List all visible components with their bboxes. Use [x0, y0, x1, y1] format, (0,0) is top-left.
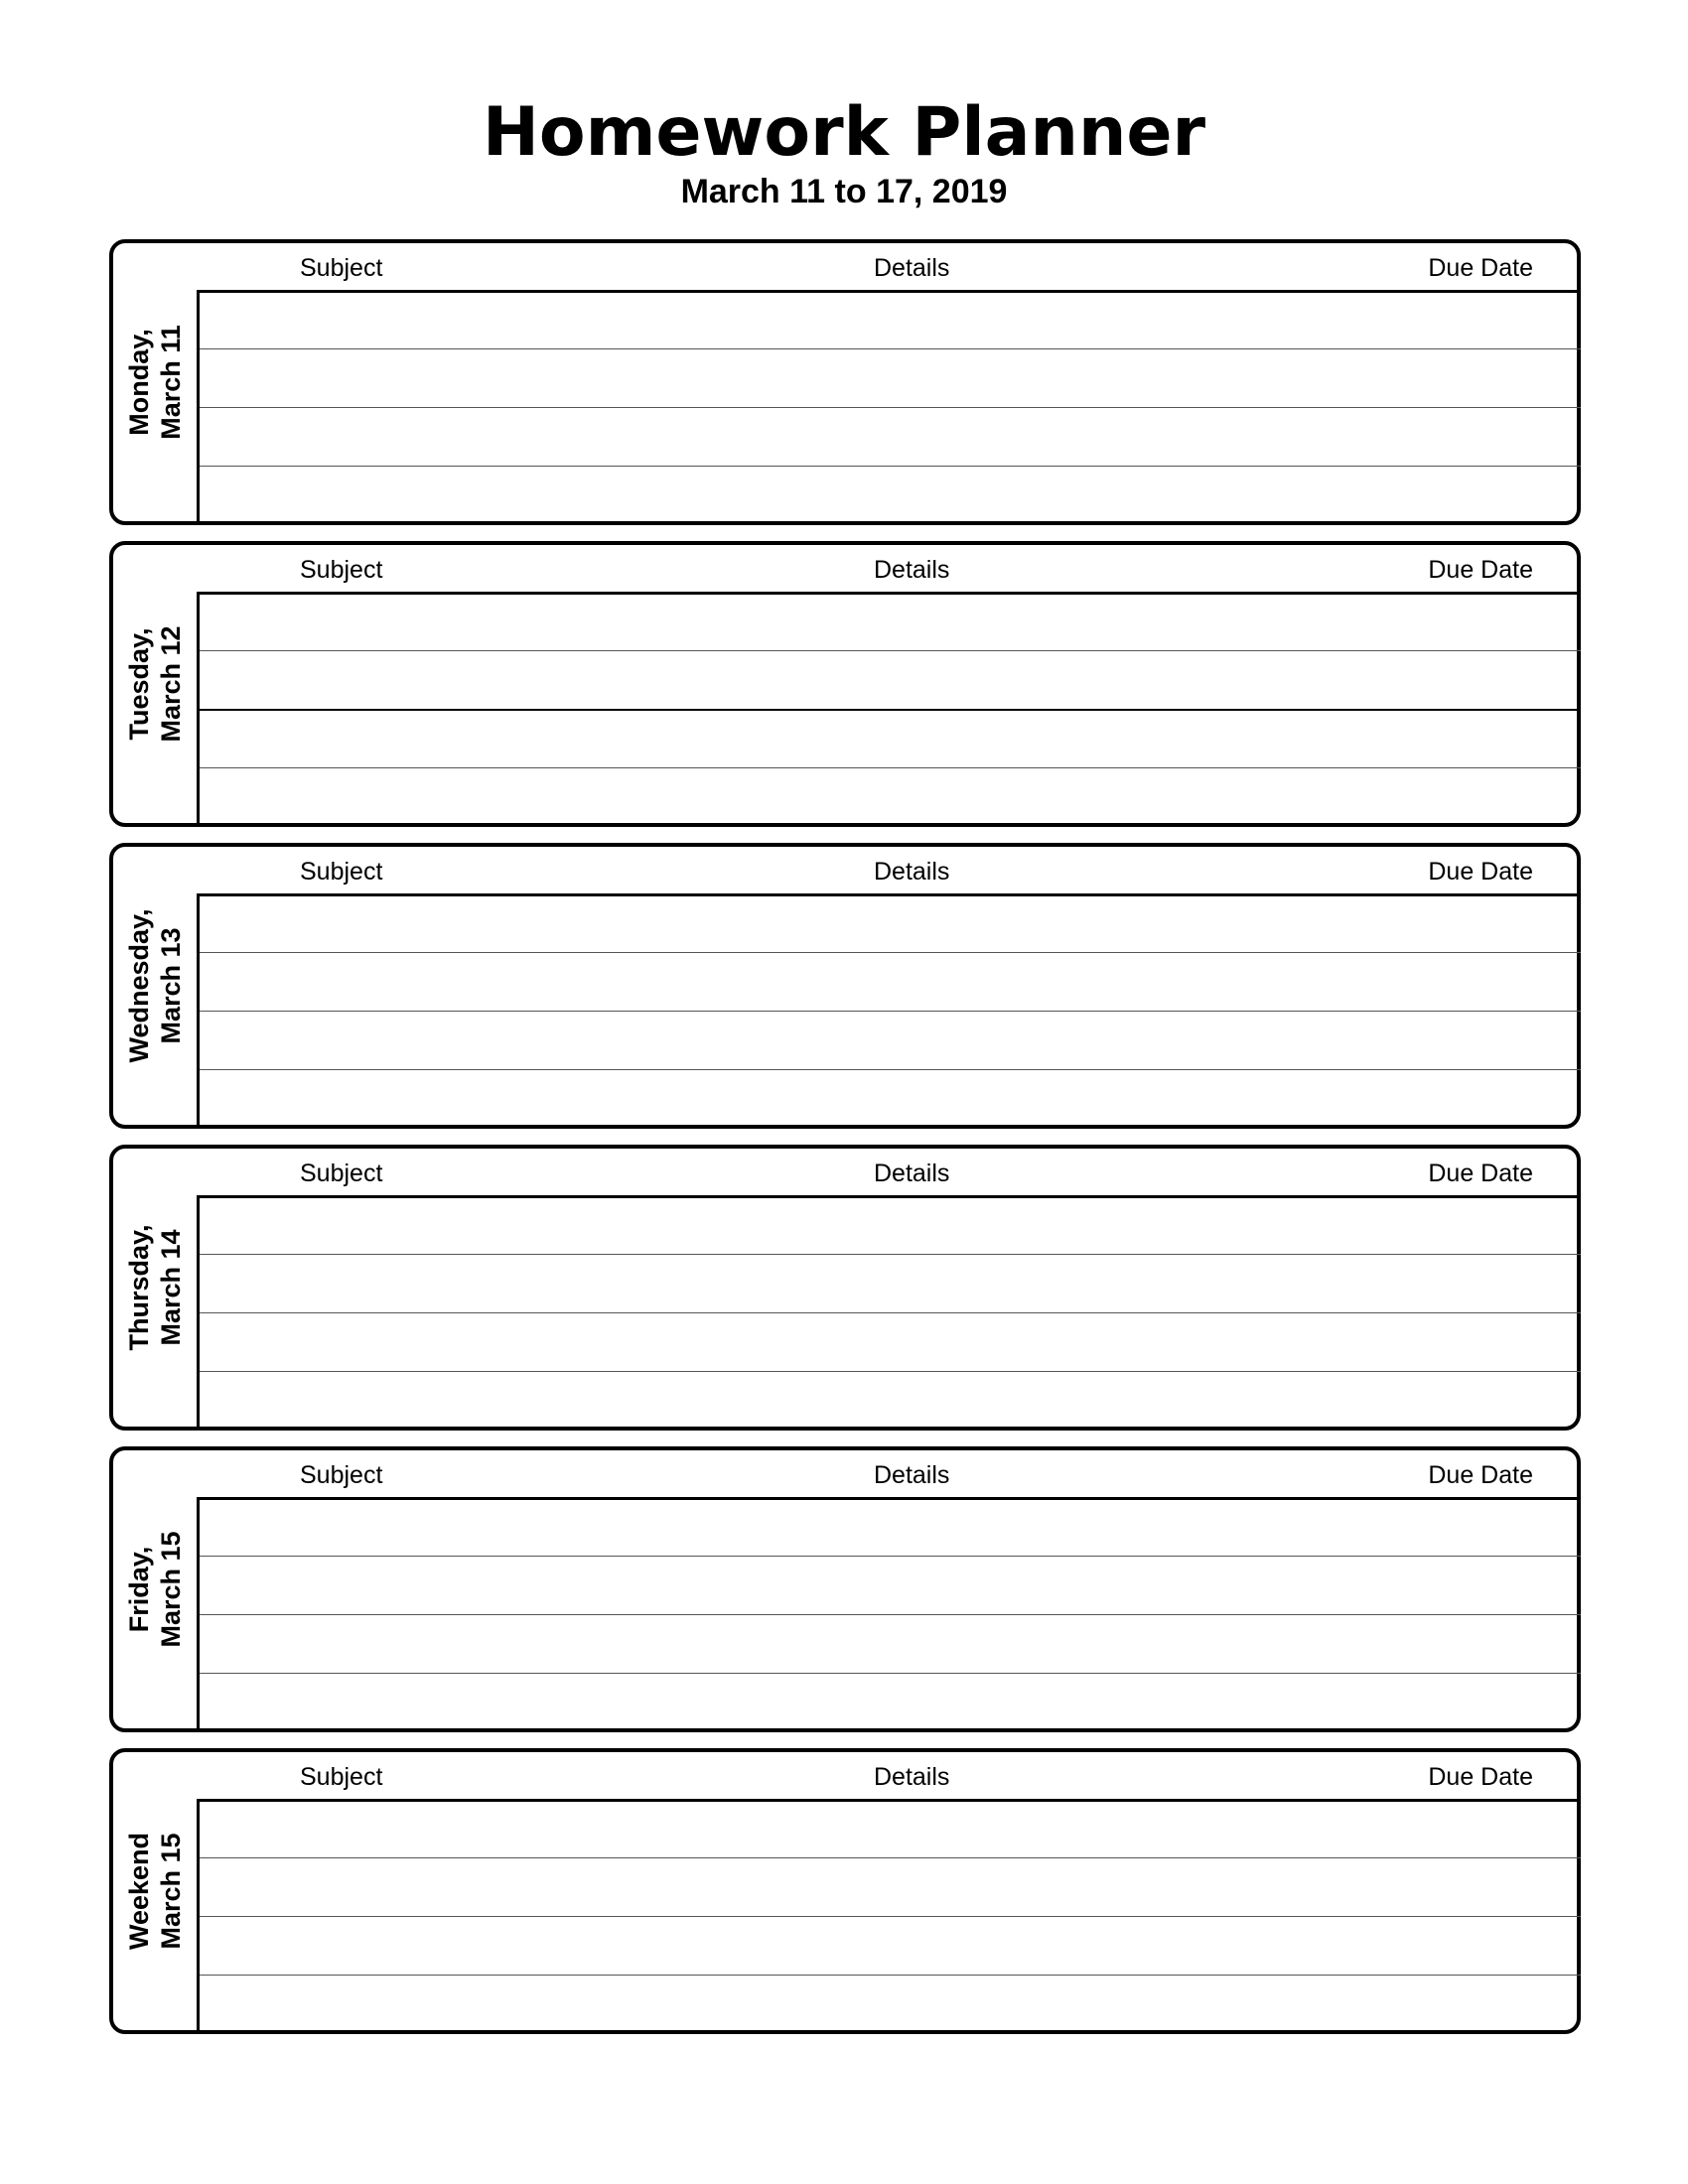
row-divider	[200, 709, 1581, 711]
homework-grid[interactable]	[197, 290, 1581, 525]
day-label	[113, 1149, 197, 1427]
row-divider	[200, 1614, 1581, 1615]
row-divider	[200, 348, 1581, 349]
day-name: Friday,	[124, 1546, 154, 1633]
row-divider	[200, 1556, 1581, 1557]
row-divider	[200, 650, 1581, 651]
homework-grid[interactable]	[197, 1195, 1581, 1431]
day-name: Tuesday,	[124, 627, 154, 741]
row-divider	[200, 952, 1581, 953]
subject-column-header: Subject	[300, 1461, 383, 1489]
subject-column-header: Subject	[300, 1160, 383, 1187]
row-divider	[200, 1857, 1581, 1858]
subject-column-header: Subject	[300, 1763, 383, 1791]
row-divider	[200, 1011, 1581, 1012]
homework-grid[interactable]	[197, 893, 1581, 1129]
subject-column-header: Subject	[300, 858, 383, 886]
day-name: Weekend	[124, 1832, 154, 1951]
day-label	[113, 1752, 197, 2030]
row-divider	[200, 1673, 1581, 1674]
row-divider	[200, 1975, 1581, 1976]
day-label	[113, 243, 197, 521]
details-column-header: Details	[874, 1461, 950, 1489]
due-date-column-header: Due Date	[1428, 858, 1533, 886]
homework-grid[interactable]	[197, 592, 1581, 827]
day-label	[113, 1450, 197, 1728]
day-date: March 15	[156, 1833, 186, 1950]
homework-grid[interactable]	[197, 1497, 1581, 1732]
day-section-thursday	[109, 1145, 1581, 1431]
row-divider	[200, 466, 1581, 467]
day-section-monday	[109, 239, 1581, 525]
row-divider	[200, 1371, 1581, 1372]
day-label	[113, 545, 197, 823]
due-date-column-header: Due Date	[1428, 1461, 1533, 1489]
row-divider	[200, 407, 1581, 408]
row-divider	[200, 1069, 1581, 1070]
day-label	[113, 847, 197, 1125]
subject-column-header: Subject	[300, 556, 383, 584]
details-column-header: Details	[874, 1160, 950, 1187]
details-column-header: Details	[874, 556, 950, 584]
details-column-header: Details	[874, 1763, 950, 1791]
due-date-column-header: Due Date	[1428, 1763, 1533, 1791]
day-name: Thursday,	[124, 1224, 154, 1351]
day-section-weekend	[109, 1748, 1581, 2034]
details-column-header: Details	[874, 858, 950, 886]
due-date-column-header: Due Date	[1428, 556, 1533, 584]
day-date: March 11	[156, 325, 186, 440]
details-column-header: Details	[874, 254, 950, 282]
row-divider	[200, 1254, 1581, 1255]
due-date-column-header: Due Date	[1428, 1160, 1533, 1187]
day-section-friday	[109, 1446, 1581, 1732]
day-name: Monday,	[124, 329, 154, 436]
page-title: Homework Planner	[482, 93, 1206, 172]
day-date: March 15	[156, 1531, 186, 1648]
day-date: March 13	[156, 927, 186, 1044]
row-divider	[200, 1916, 1581, 1917]
homework-grid[interactable]	[197, 1799, 1581, 2034]
day-name: Wednesday,	[124, 908, 154, 1063]
day-section-tuesday	[109, 541, 1581, 827]
due-date-column-header: Due Date	[1428, 254, 1533, 282]
row-divider	[200, 767, 1581, 768]
row-divider	[200, 1312, 1581, 1313]
date-range: March 11 to 17, 2019	[680, 173, 1008, 210]
subject-column-header: Subject	[300, 254, 383, 282]
day-section-wednesday	[109, 843, 1581, 1129]
day-date: March 12	[156, 625, 186, 743]
day-date: March 14	[156, 1229, 186, 1346]
